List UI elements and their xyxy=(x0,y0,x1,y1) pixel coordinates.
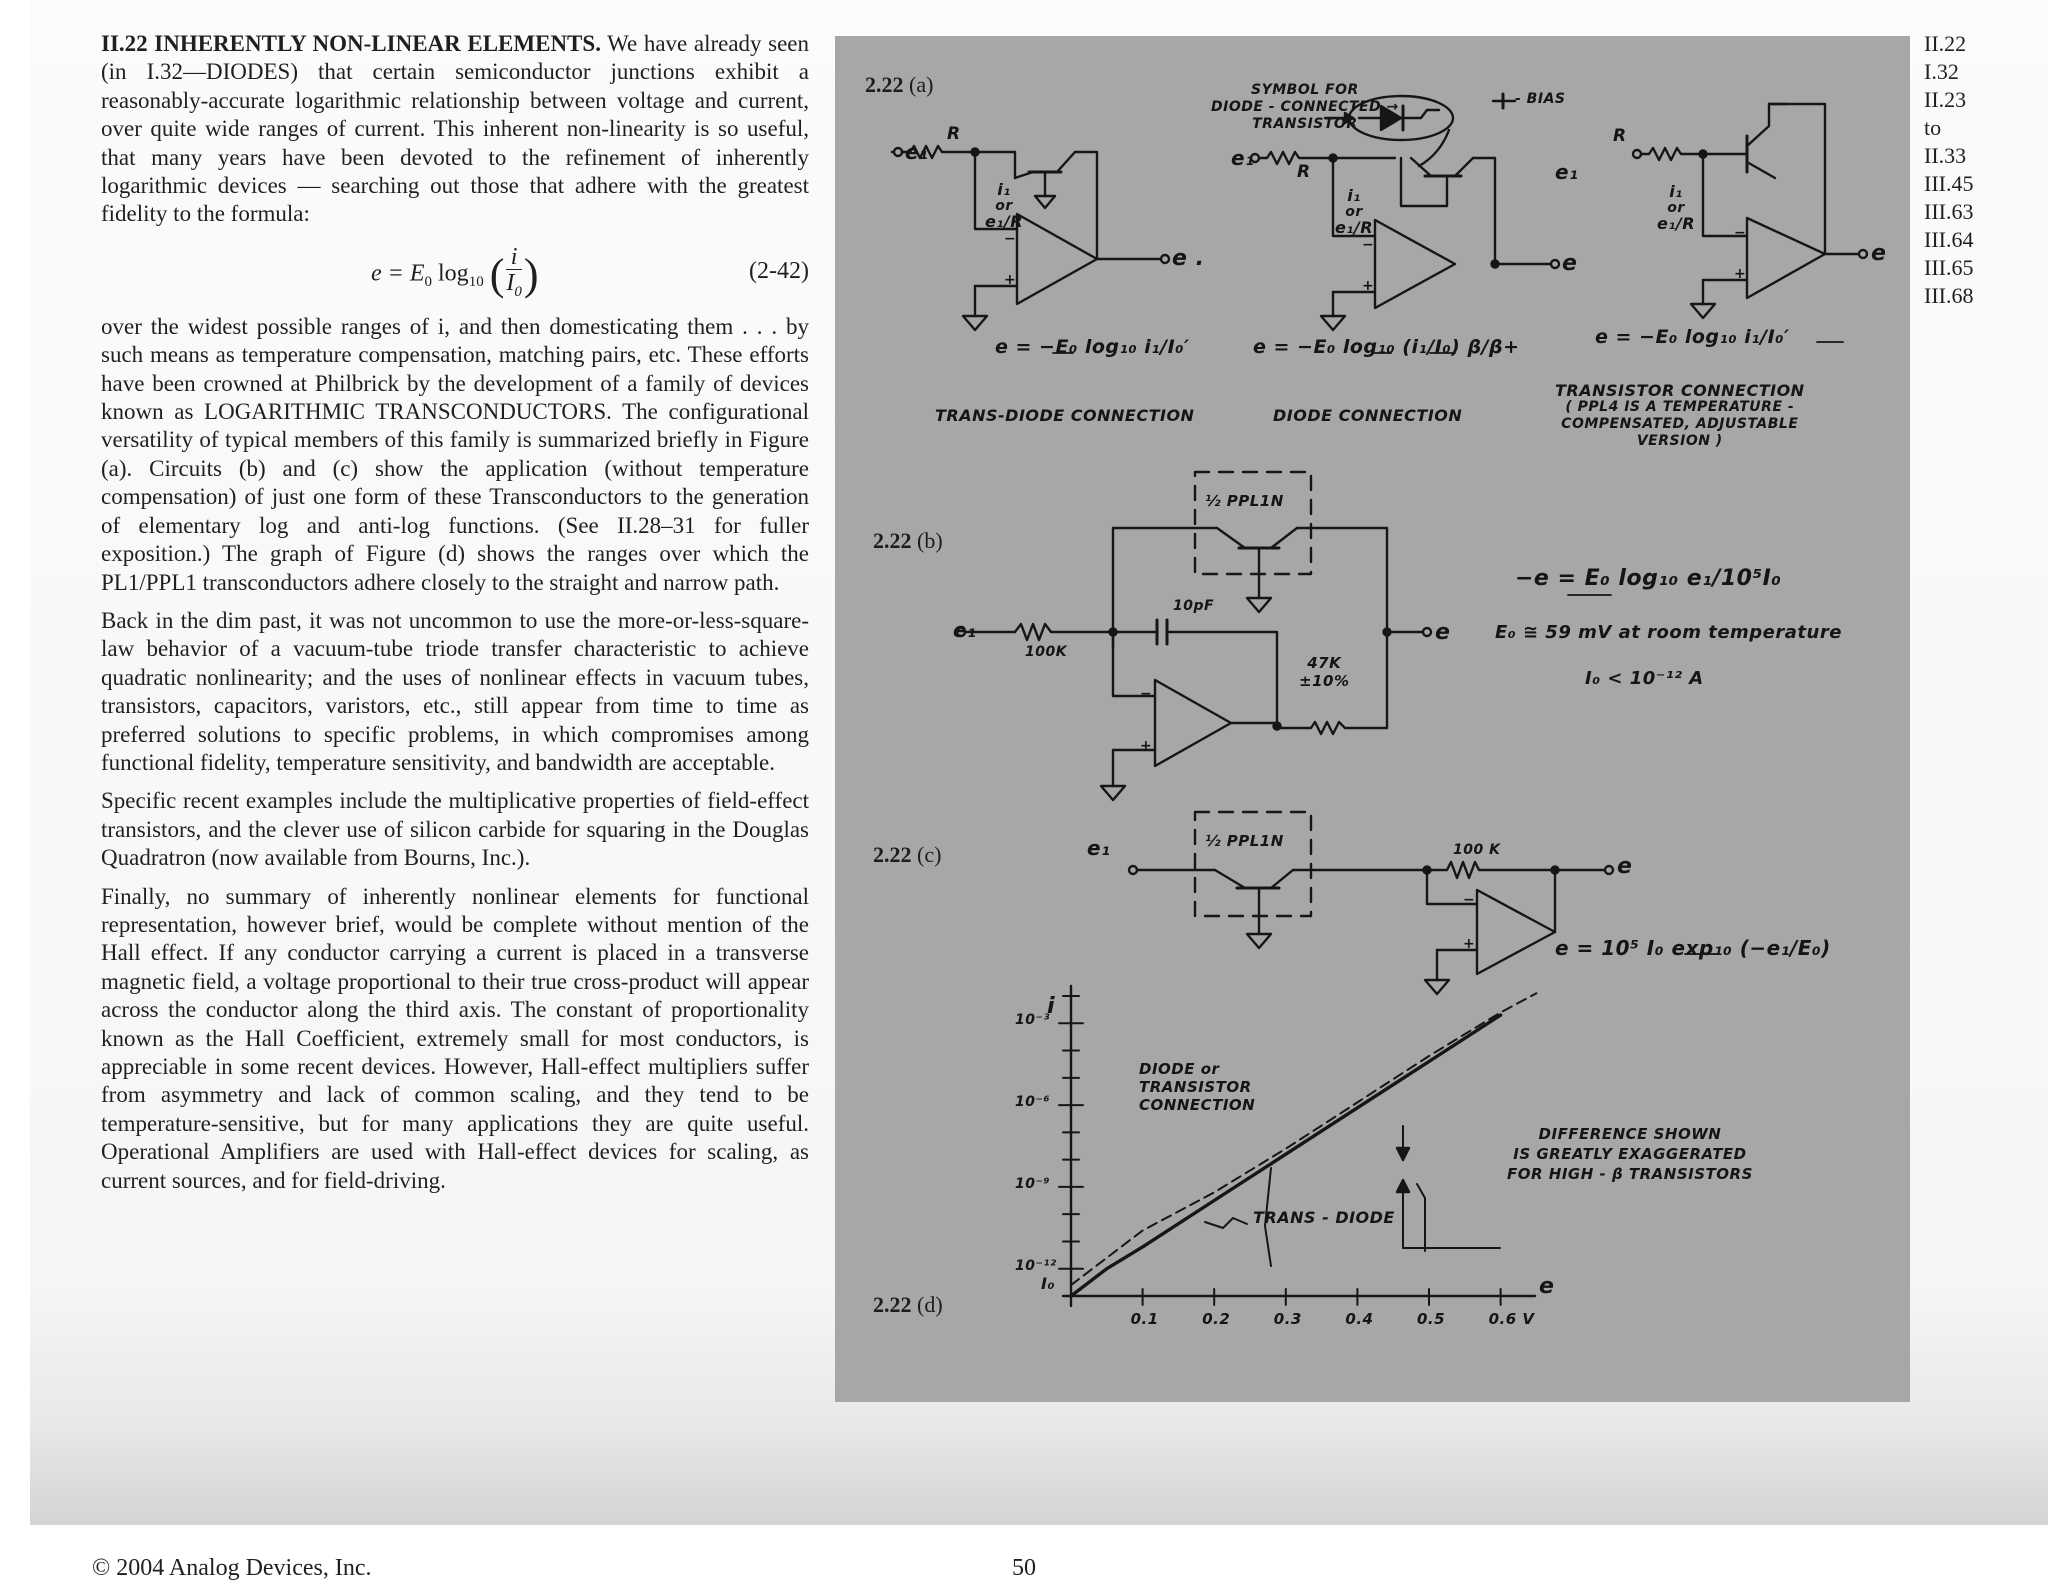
xref-item: III.65 xyxy=(1924,255,1974,280)
caption-line: VERSION ) xyxy=(1636,433,1723,449)
y-tick-label: 10⁻⁹ xyxy=(1015,1175,1051,1192)
xref-item: I.32 xyxy=(1924,59,1959,84)
ground-symbol xyxy=(1425,980,1449,994)
eq-sub: 0 xyxy=(424,274,433,291)
note-line: IS GREATLY EXAGGERATED xyxy=(1513,1145,1747,1163)
fig-label-c xyxy=(873,842,941,868)
current-label xyxy=(985,182,1023,230)
transistor-collector xyxy=(1215,870,1245,888)
resistor-label xyxy=(1299,654,1349,690)
device-label: ½ PPL1N xyxy=(1205,832,1284,850)
transistor-emitter xyxy=(1271,870,1293,888)
ground-symbol xyxy=(1035,196,1055,208)
copyright-footer: © 2004 Analog Devices, Inc. xyxy=(92,1555,372,1581)
fig-part: (b) xyxy=(917,528,943,553)
transistor-emitter xyxy=(1057,152,1075,172)
resistor-label: R xyxy=(1297,162,1311,182)
y-tick-label: 10⁻³ xyxy=(1015,1012,1051,1029)
feedback-wire xyxy=(1769,104,1859,254)
xref-item: III.63 xyxy=(1924,199,1974,224)
current-or: or xyxy=(995,198,1013,214)
opamp-2 xyxy=(1375,220,1455,308)
ground-symbol xyxy=(1247,598,1271,612)
device-box-c xyxy=(1195,812,1311,916)
paragraph-vacuum-tube: Back in the dim past, it was not uncommon to use the more-or-less-square-law behavior of a vacuum-tube triode transfer characteristic to achieve quadratic nonlinearity; and the uses of nonlinear effects in vacuum tubes, transistors, capacitors, varistors, etc., still appear from time to time as preferred solutions to specific problems, in which compromises among functional fidelity, temperature sensitivity, and bandwidth are acceptable. xyxy=(101,607,809,775)
fig-number: 2.22 xyxy=(873,1292,912,1317)
i0-note: I₀ < 10⁻¹² A xyxy=(1585,668,1704,689)
xref-item: II.33 xyxy=(1924,143,1967,168)
paragraph-text: We have already seen (in I.32—DIODES) that certain semiconductor junctions exhibit a reasonably-accurate logarithmic relationship between voltage and current, over quite wide ranges of current. This inherent non-linearity is so useful, that many years have been devoted to the refinement of inherently logarithmic devices — searching out those that adhere with the greatest fidelity to the formula: xyxy=(101,31,810,227)
label-line: TRANSISTOR xyxy=(1139,1078,1252,1096)
x-tick-label: 0.2 xyxy=(1202,1310,1231,1328)
antilog-equation: e = 10⁵ I₀ exp₁₀ (−e₁/E₀) xyxy=(1555,936,1831,960)
e0-note: E₀ ≅ 59 mV at room temperature xyxy=(1495,622,1842,643)
opamp-c xyxy=(1477,890,1555,974)
output-label: e xyxy=(1617,854,1633,879)
opamp-minus: − xyxy=(1734,225,1747,241)
equation-number: (2-42) xyxy=(749,257,809,284)
paragraph-recent-examples: Specific recent examples include the multiplicative properties of field-effect transistors, and the clever use of silicon carbide for squaring in the Douglas Quadratron (now available from Bourns, Inc.). xyxy=(101,788,809,871)
cross-reference-index xyxy=(1924,30,2034,310)
resistor-47k xyxy=(1277,722,1387,734)
ground-symbol xyxy=(963,316,987,330)
fig-label-d xyxy=(873,1292,943,1318)
y-tick-label: 10⁻⁶ xyxy=(1015,1094,1051,1111)
output-label: e xyxy=(1435,620,1451,645)
fig-number: 2.22 xyxy=(873,842,912,867)
device-label: ½ PPL1N xyxy=(1205,492,1284,510)
paragraph-domesticating: over the widest possible ranges of i, and then domesticating them . . . by such means as temperature compensation, matching pairs, etc. These efforts have been crowned at Philbrick by the development of a family of devices known as LOGARITHMIC TRANSCONDUCTORS. The configurational versatility of typical members of this family is summarized briefly in Figure (a). Circuits (b) and (c) show the application (without temperature compensation) of just one form of these Transconductors to the generation of elementary log and anti-log functions. (See II.28–31 for fuller exposition.) The graph of Figure (d) shows the ranges over which the PL1/PPL1 transconductors adhere closely to the straight and narrow path. xyxy=(101,313,809,595)
difference-note xyxy=(1507,1124,1753,1184)
current-or: or xyxy=(1345,204,1363,220)
trans-diode-label: TRANS - DIODE xyxy=(1253,1208,1395,1227)
x-tick-label: 0.3 xyxy=(1273,1310,1302,1328)
y-tick-label: 10⁻¹² xyxy=(1015,1257,1057,1274)
current-top: i₁ xyxy=(997,180,1011,199)
fig-part: (d) xyxy=(917,1292,943,1317)
plot-area xyxy=(1059,986,1536,1306)
series-trans-diode xyxy=(1071,1015,1501,1296)
equation-diode: e = −E₀ log₁₀ (i₁/I₀) β/β+ xyxy=(1253,336,1520,358)
section-heading: II.22 INHERENTLY NON-LINEAR ELEMENTS. xyxy=(101,31,601,56)
eq-log-base: 10 xyxy=(468,274,484,291)
output-terminal xyxy=(1551,260,1559,268)
opamp-minus: − xyxy=(1463,892,1476,908)
transistor-collector xyxy=(1217,528,1245,548)
xref-item: III.45 xyxy=(1924,171,1974,196)
current-or: or xyxy=(1667,200,1685,216)
paragraph-intro xyxy=(101,30,809,229)
page-margin xyxy=(0,0,30,1525)
resistor-r xyxy=(1259,152,1333,164)
caption-transistor xyxy=(1555,382,1805,450)
equation-formula xyxy=(371,245,539,305)
caption-trans-diode: TRANS-DIODE CONNECTION xyxy=(935,406,1195,425)
label-line: DIODE or xyxy=(1139,1060,1220,1078)
paragraph-hall-effect: Finally, no summary of inherently nonlinear elements for functional representation, however brief, would be complete without mention of the Hall effect. If any conductor carrying a current is placed in a transverse magnetic field, a voltage proportional to their true cross-product will appear across the conductor along the third axis. The constant of proportionality known as the Hall Coefficient, extremely small for most conductors, is appreciable in some recent devices. However, Hall-effect multipliers suffer from asymmetry and lack of common scaling, and they tend to be temperature-sensitive, but for many applications they are quite useful. Operational Amplifiers are used with Hall-effect devices for scaling, as current sources, and for field-driving. xyxy=(101,883,809,1193)
input-label: e₁ xyxy=(1087,836,1111,860)
opamp-plus: + xyxy=(1004,272,1017,288)
diode-label-squiggle xyxy=(1417,1184,1425,1251)
trans-label-pointer xyxy=(1205,1218,1247,1228)
opamp-3 xyxy=(1747,218,1825,298)
output-label: e xyxy=(1562,251,1578,276)
text-column xyxy=(101,30,809,1205)
output-label: e xyxy=(1871,241,1887,266)
fig-part: (a) xyxy=(909,72,934,97)
note-line: DIODE - CONNECTED → xyxy=(1211,99,1399,115)
opamp-minus: − xyxy=(1362,237,1375,253)
diff-arrow-bottom xyxy=(1403,1184,1500,1248)
resistor-100k xyxy=(1427,862,1555,878)
current-bottom: e₁/R xyxy=(985,212,1024,231)
output-terminal xyxy=(1605,866,1613,874)
current-label xyxy=(1335,188,1373,236)
opamp-minus: − xyxy=(1004,231,1017,247)
resistor-100k xyxy=(965,624,1113,640)
eq-den-letter: I xyxy=(506,269,515,296)
feedback-wire xyxy=(1075,152,1161,259)
resistor-value: 47K xyxy=(1307,654,1342,672)
figure-panel xyxy=(835,36,1910,1402)
opamp-plus: + xyxy=(1362,278,1375,294)
current-bottom: e₁/R xyxy=(1335,218,1374,237)
eq-paren-left: ( xyxy=(489,249,505,299)
y-axis-label: i xyxy=(1047,994,1056,1019)
diff-arrow-head-bottom xyxy=(1397,1180,1409,1192)
x-tick-label: 0.6 V xyxy=(1488,1310,1535,1328)
xref-item: to xyxy=(1924,115,1942,140)
transistor-collector xyxy=(1747,104,1787,146)
symbol-note xyxy=(1211,82,1399,133)
opamp-plus: + xyxy=(1463,936,1476,952)
note-line: TRANSISTOR xyxy=(1252,116,1358,132)
opamp-1 xyxy=(1017,214,1097,304)
note-line: FOR HIGH - β TRANSISTORS xyxy=(1507,1165,1753,1183)
input-label: e₁ xyxy=(1231,146,1255,170)
opamp-plus: + xyxy=(1140,738,1153,754)
output-terminal xyxy=(1423,628,1431,636)
ground-symbol xyxy=(1247,934,1271,948)
diff-arrow-head-top xyxy=(1397,1148,1409,1160)
output-label: e . xyxy=(1172,246,1205,271)
xref-item: II.23 xyxy=(1924,87,1967,112)
x-tick-label: 0.1 xyxy=(1130,1310,1159,1328)
caption-line: COMPENSATED, ADJUSTABLE xyxy=(1561,416,1799,432)
resistor-r xyxy=(1641,148,1703,160)
ground-symbol xyxy=(1101,786,1125,800)
eq-numerator: i xyxy=(506,245,522,270)
transistor-emitter-stub xyxy=(1747,162,1775,178)
input-label: e₁ xyxy=(1555,160,1579,184)
input-label: e₁ xyxy=(953,618,977,642)
eq-paren-right: ) xyxy=(523,249,539,299)
graph-d xyxy=(1059,986,1536,1306)
symbol-lead-2 xyxy=(1403,110,1439,118)
resistor-tolerance: ±10% xyxy=(1299,672,1350,690)
current-label xyxy=(1657,184,1695,232)
resistor-label: R xyxy=(1613,126,1627,146)
current-top: i₁ xyxy=(1347,186,1361,205)
eq-fraction xyxy=(506,245,522,305)
fig-number: 2.22 xyxy=(865,72,904,97)
caption-diode: DIODE CONNECTION xyxy=(1273,406,1463,425)
page-number: 50 xyxy=(1012,1555,1036,1581)
xref-item: III.64 xyxy=(1924,227,1974,252)
note-line: DIFFERENCE SHOWN xyxy=(1538,1125,1722,1143)
current-top: i₁ xyxy=(1669,182,1683,201)
eq-den-sub: 0 xyxy=(514,283,522,300)
junction-dot xyxy=(1274,723,1281,730)
equation-2-42 xyxy=(101,239,809,303)
output-terminal xyxy=(1859,250,1867,258)
wire-to-emitter xyxy=(975,152,1015,178)
wire-left-loop xyxy=(1113,528,1217,648)
xref-item: III.68 xyxy=(1924,283,1974,308)
output-terminal xyxy=(1161,255,1169,263)
y-tick-label: I₀ xyxy=(1041,1274,1055,1293)
equation-trans-diode: e = −E₀ log₁₀ i₁/I₀′ xyxy=(995,336,1190,358)
opamp-b xyxy=(1155,680,1231,766)
eq-log: log xyxy=(432,260,469,287)
wire-from-cap xyxy=(1169,632,1277,728)
opamp-plus: + xyxy=(1734,266,1747,282)
equation-transistor: e = −E₀ log₁₀ i₁/I₀′ xyxy=(1595,326,1790,348)
caption-line: TRANSISTOR CONNECTION xyxy=(1555,381,1805,400)
ground-symbol xyxy=(1321,316,1345,330)
resistor-label: 100 K xyxy=(1453,842,1501,858)
transistor-collector xyxy=(1015,172,1033,178)
bias-label: - BIAS xyxy=(1515,91,1566,107)
note-line: SYMBOL FOR xyxy=(1251,82,1359,98)
cap-label: 10pF xyxy=(1173,598,1215,614)
opamp-minus: − xyxy=(1140,686,1153,702)
fig-number: 2.22 xyxy=(873,528,912,553)
xref-item: II.22 xyxy=(1924,31,1967,56)
diode-curve-label xyxy=(1139,1060,1255,1114)
fig-label-a xyxy=(865,72,933,98)
feedback-wire xyxy=(1473,158,1551,264)
transistor-emitter xyxy=(1271,528,1297,548)
current-bottom: e₁/R xyxy=(1657,214,1696,233)
log-equation: −e = E₀ log₁₀ e₁/10⁵I₀ xyxy=(1515,566,1782,591)
label-line: CONNECTION xyxy=(1139,1096,1256,1114)
wire-to-minus xyxy=(1703,154,1747,236)
junction-dot xyxy=(1492,261,1499,268)
device-box-b xyxy=(1195,472,1311,574)
x-tick-label: 0.5 xyxy=(1417,1310,1446,1328)
transistor-emitter xyxy=(1455,158,1473,176)
ground-symbol xyxy=(1691,304,1715,318)
fig-label-b xyxy=(873,528,943,554)
input-label: e₁ xyxy=(905,140,929,164)
input-terminal xyxy=(894,148,902,156)
resistor-label: 100K xyxy=(1025,644,1068,660)
caption-line: ( PPL4 IS A TEMPERATURE - xyxy=(1565,399,1795,415)
diode-connect-loop xyxy=(1401,158,1447,206)
circuit-trans-diode xyxy=(892,146,1169,330)
fig-part: (c) xyxy=(917,842,942,867)
x-axis-label: e xyxy=(1539,1274,1555,1299)
eq-lhs: e = E xyxy=(371,260,425,287)
x-tick-label: 0.4 xyxy=(1345,1310,1374,1328)
resistor-label: R xyxy=(947,124,961,144)
eq-denominator xyxy=(506,270,522,305)
